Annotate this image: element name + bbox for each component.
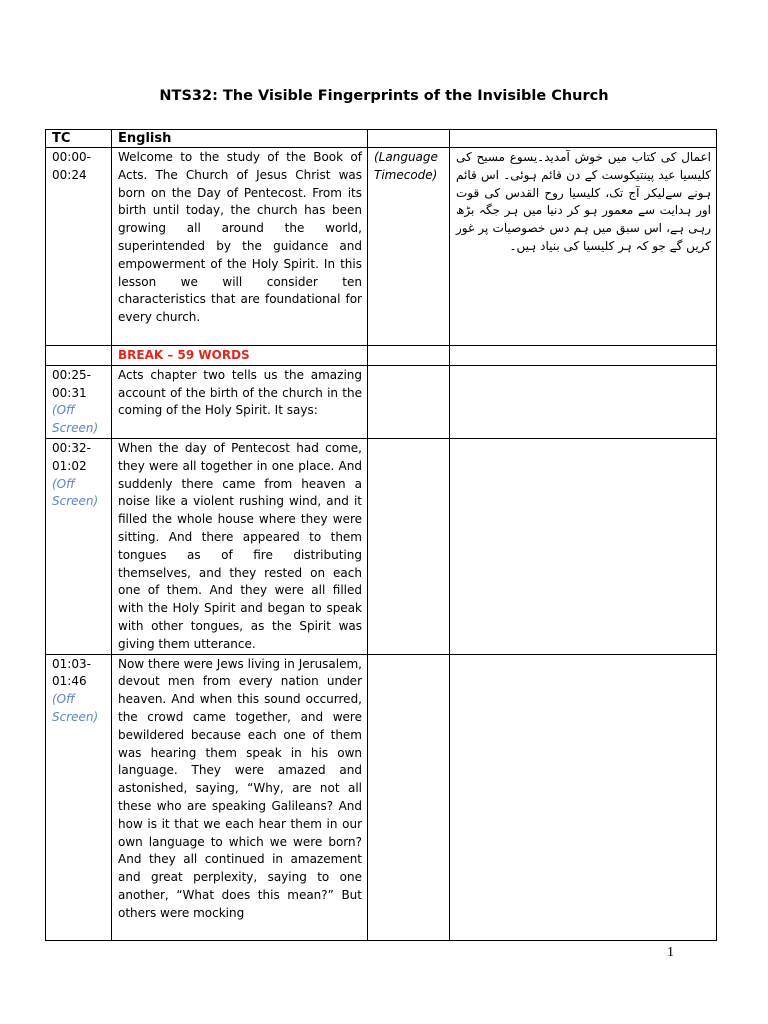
table-row xyxy=(46,438,717,654)
timecode: 00:32-01:02 xyxy=(52,440,91,473)
english-cell: When the day of Pentecost had come, they were all together in one place. And suddenly there came from heaven a noise like a violent rushing wind, and it filled the whole house where they were sitting. And there appeared to them tongues as of fire distributing themselves, and they rested on each one of them. And they were all filled with the Holy Spirit and began to speak with other tongues, as the Spirit was giving them utterance. xyxy=(112,438,368,654)
break-empty-cell xyxy=(450,346,717,366)
document-title: NTS32: The Visible Fingerprints of the Invisible Church xyxy=(159,88,609,104)
header-language xyxy=(368,130,450,148)
header-tc: TC xyxy=(46,130,112,148)
translation-cell xyxy=(450,438,717,654)
off-screen-note: (Off Screen) xyxy=(52,692,99,724)
language-timecode-cell xyxy=(368,365,450,438)
header-english: English xyxy=(112,130,368,148)
page-number: 1 xyxy=(667,945,674,960)
timecode: 00:00-00:24 xyxy=(52,150,91,182)
table-row xyxy=(46,654,717,940)
break-row xyxy=(46,346,717,366)
timecode-cell xyxy=(46,365,112,438)
script-table xyxy=(45,129,717,941)
header-row xyxy=(46,130,717,148)
timecode-cell xyxy=(46,438,112,654)
language-timecode-cell: (Language Timecode) xyxy=(368,148,450,346)
translation-cell: اعمال کی کتاب میں خوش آمدید۔یسوع مسیح کی کلیسیا عید پینتیکوست کے دن قائم ہوئی۔ اس قائم ہونے سےلیکر آج تک، کلیسیا روح القدس کی قوت اور ہدایت سے معمور ہو کر دنیا میں ہر جگہ بڑھ رہی ہے، اس سبق میں ہم دس خصوصیات پر غور کریں گے جو کہ ہر کلیسیا کی بنیاد ہیں۔ xyxy=(450,148,717,346)
off-screen-note: (Off Screen) xyxy=(52,476,99,509)
english-cell: Welcome to the study of the Book of Acts. The Church of Jesus Christ was born on the Day of Pentecost. From its birth until today, the church has been growing all around the world, superintended by the guidance and empowerment of the Holy Spirit. In this lesson we will consider ten characteristics that are foundational for every church. xyxy=(112,148,368,346)
header-translation xyxy=(450,130,717,148)
timecode: 00:25-00:31 xyxy=(52,367,91,400)
english-cell: Now there were Jews living in Jerusalem, devout men from every nation under heaven. And when this sound occurred, the crowd came together, and were bewildered because each one of them was hearing them speak in his own language. They were amazed and astonished, saying, “Why, are not all these who are speaking Galileans? And how is it that we each hear them in our own language to which we were born? And they all continued in amazement and great perplexity, saying to one another, “What does this mean?” But others were mocking xyxy=(112,654,368,940)
break-empty-cell xyxy=(46,346,112,366)
break-label: BREAK – 59 WORDS xyxy=(112,346,368,366)
off-screen-note: (Off Screen) xyxy=(52,403,99,436)
language-timecode-cell xyxy=(368,654,450,940)
break-empty-cell xyxy=(368,346,450,366)
table-row xyxy=(46,365,717,438)
english-cell: Acts chapter two tells us the amazing account of the birth of the church in the coming of the Holy Spirit. It says: xyxy=(112,365,368,438)
translation-cell xyxy=(450,365,717,438)
timecode-cell xyxy=(46,148,112,346)
language-timecode-cell xyxy=(368,438,450,654)
timecode: 01:03-01:46 xyxy=(52,656,91,689)
translation-cell xyxy=(450,654,717,940)
timecode-cell xyxy=(46,654,112,940)
table-row xyxy=(46,148,717,346)
